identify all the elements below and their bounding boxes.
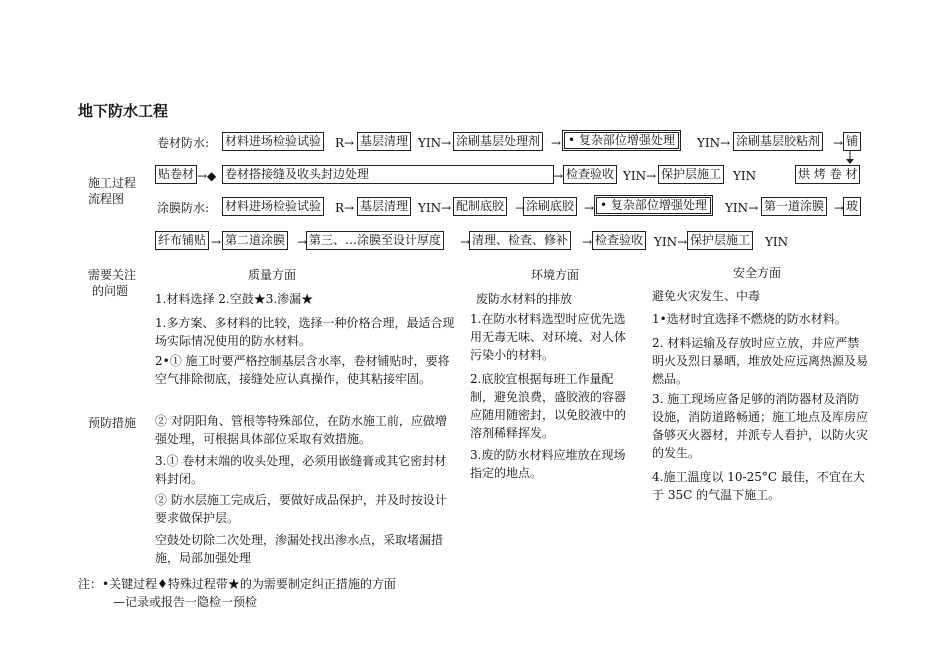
flow-arrow: → bbox=[297, 235, 308, 249]
concerns-label: 需要关注 的问题 bbox=[88, 268, 137, 298]
flow-step: 基层清理 bbox=[357, 132, 411, 151]
flow-step: 卷材搭接缝及收头封边处理 bbox=[222, 165, 554, 184]
quality-measure: ② 防水层施工完成后，要做好成品保护，并及时按设计要求做保护层。 bbox=[155, 493, 447, 525]
safety-measure: 3. 施工现场应备足够的消防器材及消防设施，消防道路畅通；施工地点及库房应备够灭火器材，并派专人看护，以防火灾的发生。 bbox=[652, 392, 869, 460]
flow-step-key: • 复杂部位增强处理 bbox=[562, 130, 681, 151]
coating-waterproof-label: 涂膜防水: bbox=[157, 201, 210, 215]
flow-step: 铺 bbox=[843, 132, 861, 151]
flow-arrow: → bbox=[553, 169, 564, 183]
safety-measure: 1•选材时宜选择不燃烧的防水材料。 bbox=[652, 312, 847, 326]
flow-step: 基层清理 bbox=[357, 197, 411, 216]
flow-arrow: → bbox=[834, 201, 845, 215]
page-title: 地下防水工程 bbox=[78, 102, 169, 120]
flow-step-key: • 复杂部位增强处理 bbox=[594, 195, 713, 216]
flow-step: 保护层施工 bbox=[687, 231, 753, 250]
flow-step: 涂刷基层胶粘剂 bbox=[733, 132, 823, 151]
flow-arrow: → bbox=[582, 235, 593, 249]
safety-concern: 避免火灾发生、中毒 bbox=[652, 289, 761, 303]
process-flow-label: 施工过程 流程图 bbox=[88, 176, 137, 206]
quality-measure: 1.多方案、多材料的比较，选择一种价格合理，最适合现场实际情况使用的防水材料。 bbox=[155, 316, 455, 348]
flow-arrow: → bbox=[584, 201, 595, 215]
flow-step: 保护层施工 bbox=[658, 165, 724, 184]
flow-step: 第三、…涂膜至设计厚度 bbox=[306, 231, 444, 250]
quality-concern: 1.材料选择 2.空鼓★3.渗漏★ bbox=[155, 292, 314, 306]
quality-measure: 空鼓处切除二次处理，渗漏处找出渗水点，采取堵漏措施，局部加强处理 bbox=[155, 533, 444, 565]
safety-header: 安全方面 bbox=[733, 266, 782, 280]
flow-step: 贴卷材 bbox=[155, 165, 197, 184]
flow-step: 材料进场检验试验 bbox=[222, 132, 324, 151]
quality-header: 质量方面 bbox=[248, 268, 297, 282]
flow-step: 玻 bbox=[843, 197, 861, 216]
flow-step: 涂刷基层处理剂 bbox=[453, 132, 543, 151]
flow-step: 涂刷底胶 bbox=[523, 197, 577, 216]
flow-step: 清理、检查、修补 bbox=[469, 231, 571, 250]
flow-arrow: →◆ bbox=[197, 169, 217, 183]
flow-arrow: → bbox=[460, 235, 471, 249]
flow-arrow: → bbox=[515, 201, 526, 215]
flow-arrow: R→ bbox=[335, 201, 355, 215]
flow-step: 纤布铺贴 bbox=[155, 231, 209, 250]
flow-arrow: R→ bbox=[335, 136, 355, 150]
down-arrow-icon bbox=[846, 151, 856, 165]
environment-measure: 1.在防水材料选型时应优先选用无毒无味、对环境、对人体污染小的材料。 bbox=[470, 312, 627, 362]
flow-step: 检查验收 bbox=[563, 165, 617, 184]
roll-waterproof-label: 卷材防水: bbox=[157, 136, 210, 150]
safety-measure: 4.施工温度以 10-25°C 最佳，不宜在大于 35C 的气温下施工。 bbox=[652, 470, 865, 502]
flow-arrow: YIN→ bbox=[623, 169, 657, 183]
note-line-1: 注：•关键过程♦特殊过程带★的为需要制定纠正措施的方面 bbox=[78, 577, 396, 591]
flow-arrow: YIN→ bbox=[725, 201, 759, 215]
flow-arrow: YIN bbox=[765, 235, 789, 249]
note-line-2: —记录或报告一隐检一预检 bbox=[113, 595, 258, 609]
safety-measure: 2. 材料运输及存放时应立放，并应严禁明火及烈日暴晒，堆放处应远离热源及易燃品。 bbox=[652, 336, 869, 386]
environment-measure: 3.废的防水材料应堆放在现场指定的地点。 bbox=[470, 448, 626, 480]
flow-arrow: YIN bbox=[733, 169, 757, 183]
flow-step: 第二道涂膜 bbox=[222, 231, 288, 250]
quality-measure: 3.① 卷材末端的收头处理，必须用嵌缝膏或其它密封材料封闭。 bbox=[155, 454, 447, 486]
flow-step: 检查验收 bbox=[592, 231, 646, 250]
flow-arrow: YIN→ bbox=[418, 201, 452, 215]
environment-header: 环境方面 bbox=[531, 268, 580, 282]
environment-measure: 2.底胶宜根据每班工作量配制，避免浪费，盛胶液的容器应随用随密封，以免胶液中的溶剂稀释挥发。 bbox=[470, 372, 627, 440]
quality-measure: 2•① 施工时要严格控制基层含水率，卷材铺贴时，要将空气排除彻底，接缝处应认真操作，使其粘接牢固。 bbox=[155, 354, 450, 386]
quality-measure: ② 对阴阳角、管根等特殊部位，在防水施工前，应做增强处理，可根据具体部位采取有效措施。 bbox=[155, 414, 447, 446]
flow-step: 材料进场检验试验 bbox=[222, 197, 324, 216]
flow-arrow: → bbox=[551, 136, 562, 150]
flow-step: 配制底胶 bbox=[453, 197, 507, 216]
measures-label: 预防措施 bbox=[88, 416, 137, 430]
flow-step: 第一道涂膜 bbox=[761, 197, 827, 216]
flow-arrow: YIN→ bbox=[418, 136, 452, 150]
flow-arrow: YIN→ bbox=[654, 235, 688, 249]
flow-arrow: → bbox=[211, 235, 222, 249]
environment-concern: 废防水材料的排放 bbox=[476, 292, 573, 306]
flow-arrow: → bbox=[833, 136, 844, 150]
flow-arrow: YIN→ bbox=[697, 136, 731, 150]
flow-step: 烘 烤 卷 材 bbox=[795, 165, 860, 184]
